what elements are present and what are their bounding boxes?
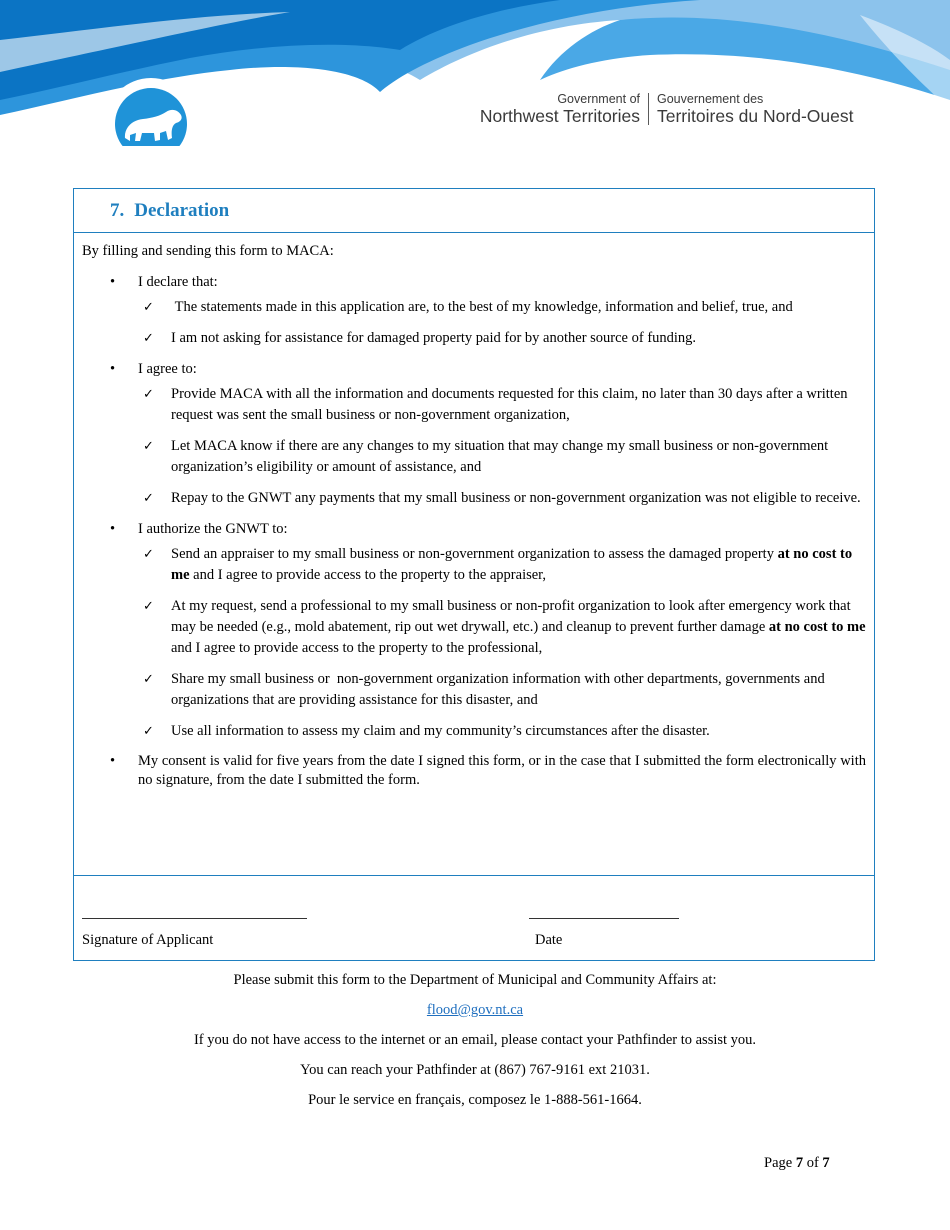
government-en-wordmark	[458, 92, 640, 126]
authorize-list	[82, 544, 866, 742]
list-item-text: Use all information to assess my claim and my community’s circumstances after the disaster.	[171, 723, 710, 739]
list-item-text: The statements made in this application are, to the best of my knowledge, information and belief, true, and	[171, 299, 793, 315]
header-banner	[0, 0, 950, 160]
logo-base	[110, 146, 192, 160]
government-en-name: Northwest Territories	[479, 106, 640, 126]
section-number: 7.	[110, 200, 125, 221]
consent-text: My consent is valid for five years from the date I signed this form, or in the case that I submitted the form electronically with no signature, from the date I submitted the form.	[138, 753, 866, 788]
bullet-icon: •	[110, 274, 116, 290]
declaration-content	[74, 233, 874, 790]
list-item-text: Send an appraiser to my small business or non-government organization to assess the damaged property	[171, 546, 778, 562]
declaration-intro: By filling and sending this form to MACA:	[82, 243, 334, 259]
checkmark-icon: ✓	[143, 672, 154, 687]
date-label: Date	[535, 932, 563, 948]
page-number	[764, 1155, 830, 1172]
checkmark-icon: ✓	[143, 599, 154, 614]
list-item-text: Provide MACA with all the information and documents requested for this claim, no later than 30 days after a written request was sent the small business or non-government organization,	[171, 386, 848, 423]
list-item	[82, 596, 866, 659]
checkmark-icon: ✓	[143, 491, 154, 506]
government-fr-name: Territoires du Nord-Ouest	[657, 106, 854, 126]
list-item-text: Repay to the GNWT any payments that my small business or non-government organization was not eligible to receive.	[171, 490, 861, 506]
no-access-text: If you do not have access to the internet or an email, please contact your Pathfinder to assist you.	[193, 1032, 757, 1048]
checkmark-icon: ✓	[143, 300, 154, 315]
list-item	[82, 297, 866, 318]
declaration-section	[73, 188, 875, 961]
list-item	[82, 384, 866, 426]
page-current: 7	[795, 1155, 804, 1171]
bullet-consent	[82, 752, 866, 790]
french-service-text: Pour le service en français, composez le 1-888-561-1664.	[308, 1092, 642, 1108]
bullet-label: I agree to:	[138, 361, 197, 377]
email-link[interactable]: flood@gov.nt.ca	[426, 1002, 524, 1018]
page-total: 7	[822, 1155, 830, 1171]
list-item-text: Let MACA know if there are any changes to my situation that may change my small business or non-government organization’s eligibility or amount of assistance, and	[171, 438, 829, 475]
government-fr-wordmark	[657, 92, 887, 126]
list-item	[82, 488, 866, 509]
list-item-text: and I agree to provide access to the property to the professional,	[171, 640, 543, 656]
government-en-small: Government of	[557, 92, 640, 106]
list-item	[82, 328, 866, 349]
bullet-icon: •	[110, 361, 116, 377]
list-item-text: At my request, send a professional to my small business or non-profit organization to look after emergency work that may be needed (e.g., mold abatement, rip out wet drywall, etc.) and cleanup to prevent further damage	[171, 598, 851, 635]
date-line[interactable]	[529, 918, 679, 919]
wordmark-divider	[648, 93, 649, 125]
bullet-declare	[82, 272, 866, 293]
checkmark-icon: ✓	[143, 439, 154, 454]
bullet-icon: •	[110, 521, 116, 537]
section-title: Declaration	[134, 200, 230, 221]
signature-line[interactable]	[82, 918, 307, 919]
bullet-label: I authorize the GNWT to:	[138, 521, 288, 537]
pathfinder-phone: You can reach your Pathfinder at (867) 767-9161 ext 21031.	[300, 1062, 650, 1078]
bullet-authorize	[82, 519, 866, 540]
agree-list	[82, 384, 866, 509]
list-item-emphasis: at no cost to me	[768, 619, 866, 635]
checkmark-icon: ✓	[143, 724, 154, 739]
bullet-agree	[82, 359, 866, 380]
signature-label: Signature of Applicant	[82, 932, 214, 948]
list-item	[82, 669, 866, 711]
submit-instructions: Please submit this form to the Department of Municipal and Community Affairs at:	[233, 972, 717, 988]
list-item-text: I am not asking for assistance for damaged property paid for by another source of funding.	[171, 330, 697, 346]
signature-area	[74, 875, 874, 961]
bullet-label: I declare that:	[138, 274, 218, 290]
checkmark-icon: ✓	[143, 331, 154, 346]
list-item-emphasis: at no cost to me	[171, 546, 853, 583]
checkmark-icon: ✓	[143, 547, 154, 562]
checkmark-icon: ✓	[143, 387, 154, 402]
list-item	[82, 544, 866, 586]
list-item-text: and I agree to provide access to the property to the appraiser,	[189, 567, 547, 583]
declare-list	[82, 297, 866, 349]
list-item-text: Share my small business or non-government organization information with other departments, governments and organizations that are providing assistance for this disaster, and	[171, 671, 829, 708]
page-prefix: Page	[764, 1155, 793, 1171]
list-item	[82, 721, 866, 742]
list-item	[82, 436, 866, 478]
footer	[0, 970, 950, 1120]
government-fr-small: Gouvernement des	[657, 92, 764, 106]
section-heading	[74, 189, 874, 233]
page-of: of	[806, 1155, 819, 1171]
bullet-icon: •	[110, 753, 116, 769]
